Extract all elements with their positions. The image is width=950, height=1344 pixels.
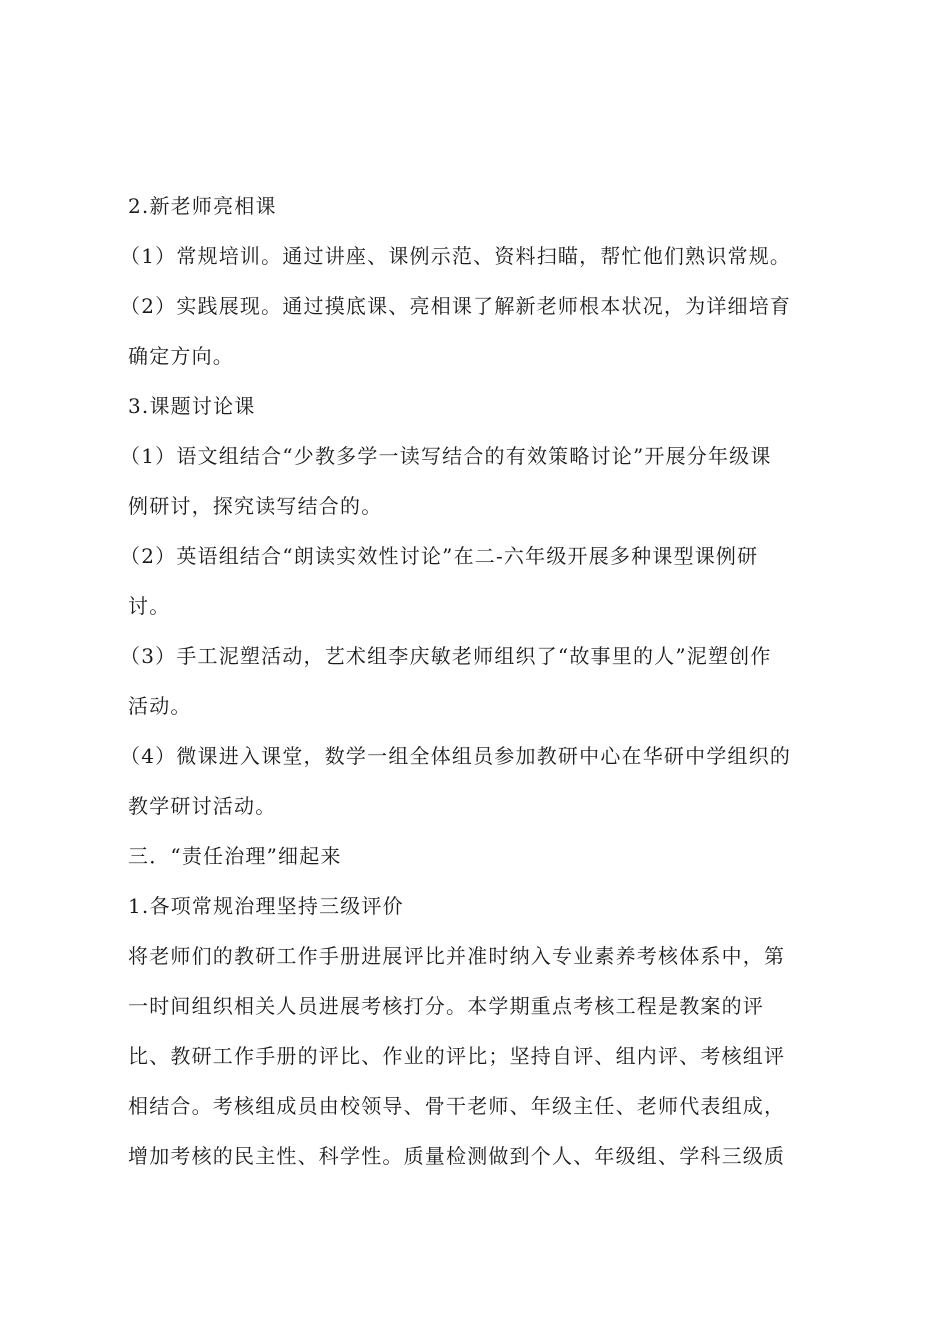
paragraph-line: （3）手工泥塑活动，艺术组李庆敏老师组织了“故事里的人”泥塑创作 bbox=[120, 644, 772, 668]
section-heading-responsibility-management: 三．“责任治理”细起来 bbox=[128, 844, 342, 868]
paragraph-line: （2）实践展现。通过摸底课、亮相课了解新老师根本状况，为详细培育 bbox=[120, 294, 792, 318]
paragraph-line: 一时间组织相关人员进展考核打分。本学期重点考核工程是教案的评 bbox=[128, 994, 764, 1018]
paragraph-line: （4）微课进入课堂，数学一组全体组员参加教研中心在华研中学组织的 bbox=[120, 744, 792, 768]
paragraph-line: （1）常规培训。通过讲座、课例示范、资料扫瞄，帮忙他们熟识常规。 bbox=[120, 244, 792, 268]
paragraph-line: 讨。 bbox=[128, 594, 171, 618]
paragraph-line: （1）语文组结合“少教多学一读写结合的有效策略讨论”开展分年级课 bbox=[120, 444, 772, 468]
paragraph-line: （2）英语组结合“朗读实效性讨论”在二-六年级开展多种课型课例研 bbox=[120, 544, 759, 568]
paragraph-line: 例研讨，探究读写结合的。 bbox=[128, 494, 383, 518]
paragraph-line: 增加考核的民主性、科学性。质量检测做到个人、年级组、学科三级质 bbox=[128, 1144, 786, 1168]
paragraph-line: 比、教研工作手册的评比、作业的评比；坚持自评、组内评、考核组评 bbox=[128, 1044, 786, 1068]
section-heading-three-level-evaluation: 1.各项常规治理坚持三级评价 bbox=[128, 894, 404, 918]
paragraph-line: 教学研讨活动。 bbox=[128, 794, 277, 818]
paragraph-line: 确定方向。 bbox=[128, 344, 234, 368]
section-heading-new-teacher-class: 2.新老师亮相课 bbox=[128, 194, 277, 218]
section-heading-topic-discussion-class: 3.课题讨论课 bbox=[128, 394, 256, 418]
paragraph-line: 将老师们的教研工作手册进展评比并准时纳入专业素养考核体系中，第 bbox=[128, 944, 786, 968]
paragraph-line: 活动。 bbox=[128, 694, 192, 718]
paragraph-line: 相结合。考核组成员由校领导、骨干老师、年级主任、老师代表组成， bbox=[128, 1094, 786, 1118]
